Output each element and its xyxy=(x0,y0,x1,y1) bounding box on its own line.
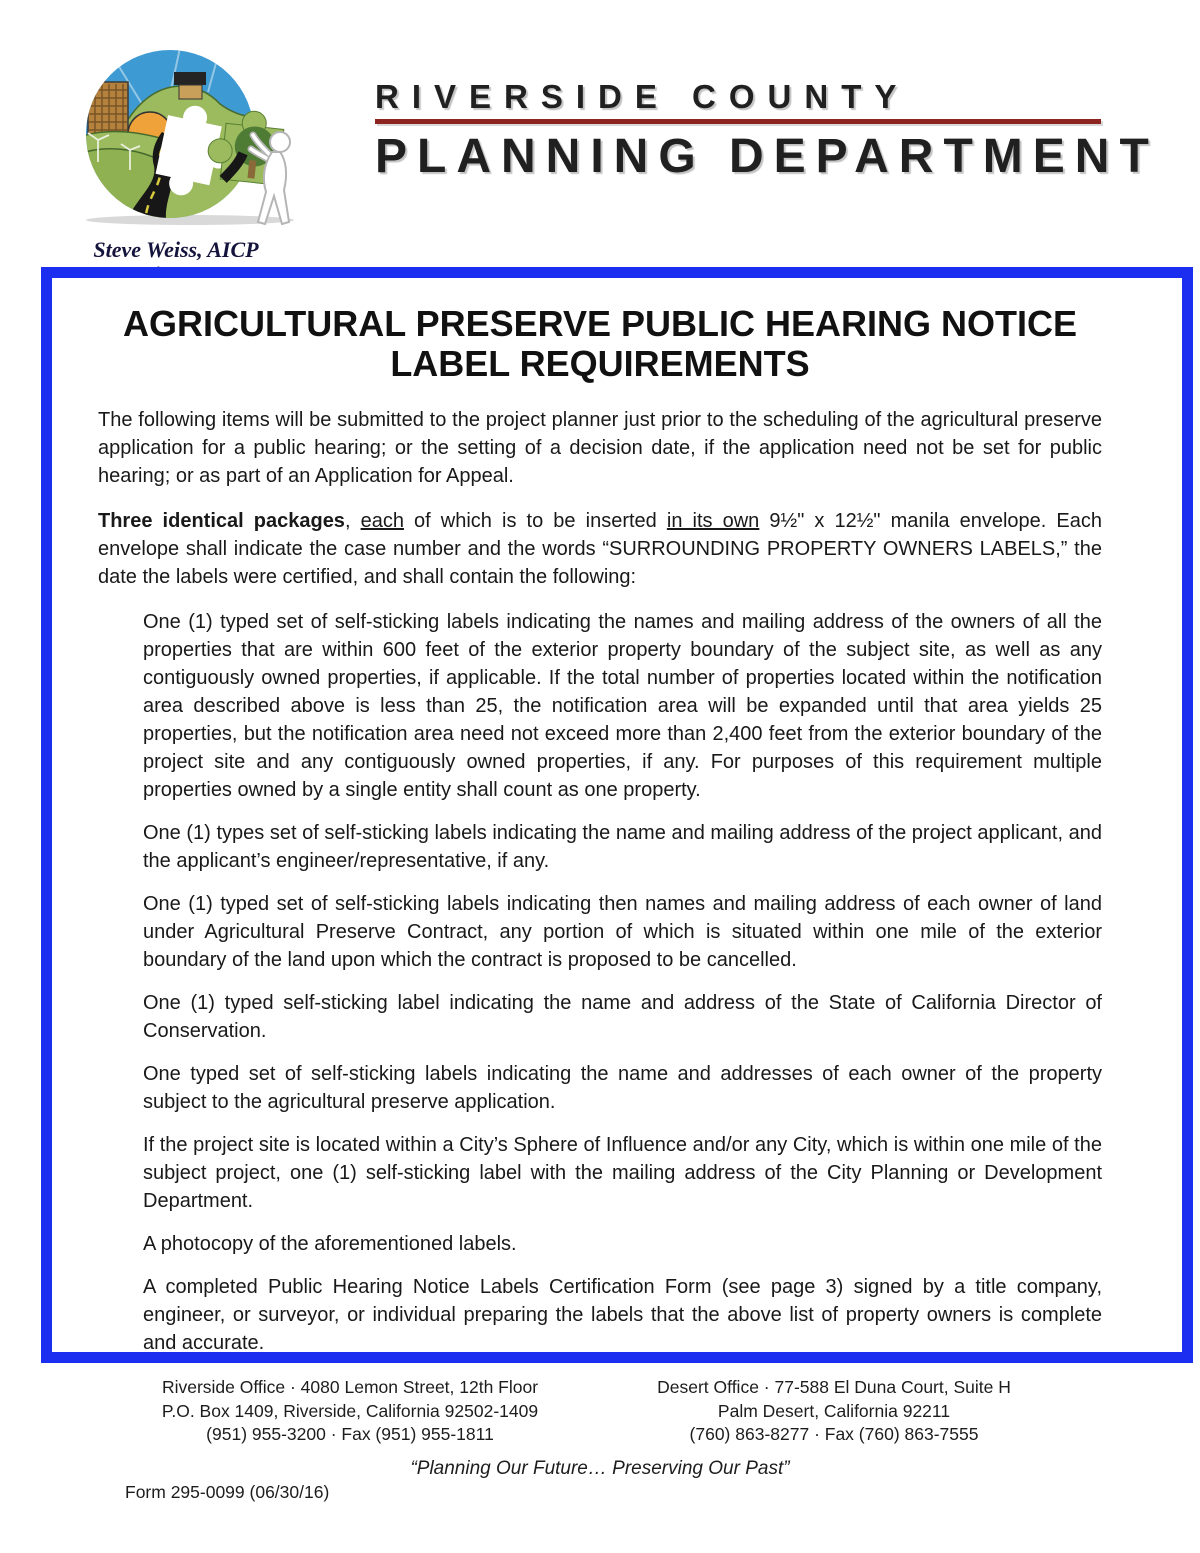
riverside-office-line1: Riverside Office · 4080 Lemon Street, 12th Floor xyxy=(161,1377,539,1397)
director-name: Steve Weiss, AICP xyxy=(93,237,259,262)
riverside-office-line3: (951) 955-3200 · Fax (951) 955-1811 xyxy=(206,1424,494,1444)
notice-title-line1: AGRICULTURAL PRESERVE PUBLIC HEARING NOTICE xyxy=(122,303,1078,344)
packages-paragraph xyxy=(98,507,1102,591)
riverside-office-line2: P.O. Box 1409, Riverside, California 92502-1409 xyxy=(161,1400,539,1421)
packages-mid: of which is to be inserted xyxy=(403,510,667,532)
requirement-item: A completed Public Hearing Notice Labels Certification Form (see page 3) signed by a title company, engineer, or surveyor, or individual preparing the labels that the above list of property owners is complete and accurate. xyxy=(143,1276,1102,1354)
intro-paragraph: The following items will be submitted to the project planner just prior to the scheduling of the agricultural preserve application for a public hearing; or the setting of a decision date, if the application need not be set for public hearing; or as part of an Application for Appeal. xyxy=(98,409,1102,487)
desert-office-address xyxy=(648,1376,1020,1447)
logo-image xyxy=(58,46,294,232)
packages-sep: , xyxy=(344,510,361,532)
requirement-item: If the project site is located within a City’s Sphere of Influence and/or any City, which is within one mile of the subject project, one (1) self-sticking label with the mailing address of the City Planning or Development Department. xyxy=(143,1134,1102,1212)
notice-box xyxy=(41,267,1193,1363)
requirement-item: One (1) typed set of self-sticking labels indicating the names and mailing address of the owners of all the properties that are within 600 feet of the exterior property boundary of the subject site, as well as any contiguously owned properties, if applicable. If the total number of properties located within the notification area described above is less than 25, the notification area will be expanded until that area yields 25 properties, but the notification area need not exceed more than 2,400 feet from the exterior boundary of the project site and any contiguously owned properties, if any. For purposes of this requirement multiple properties owned by a single entity shall count as one property. xyxy=(143,611,1102,801)
requirement-item: One (1) typed set of self-sticking labels indicating then names and mailing address of each owner of land under Agricultural Preserve Contract, any portion of which is situated within one mile of the exterior boundary of the land upon which the contract is proposed to be cancelled. xyxy=(143,893,1102,971)
requirement-item: One (1) types set of self-sticking labels indicating the name and mailing address of the project applicant, and the applicant’s engineer/representative, if any. xyxy=(143,822,1102,872)
riverside-office-address xyxy=(150,1376,550,1447)
planning-logo xyxy=(56,46,296,287)
notice-title xyxy=(98,304,1102,384)
requirement-item: A photocopy of the aforementioned labels. xyxy=(143,1233,517,1255)
requirement-item: One (1) typed self-sticking label indicating the name and address of the State of California Director of Conservation. xyxy=(143,992,1102,1042)
desert-office-line3: (760) 863-8277 · Fax (760) 863-7555 xyxy=(689,1424,979,1444)
red-divider xyxy=(375,119,1101,124)
packages-rest: 9½" x 12½" manila envelope. Each envelope shall indicate the case number and the words “SURROUNDING PROPERTY OWNERS LABELS,” the date the labels were certified, and shall contain the following: xyxy=(98,510,1102,588)
department-motto: “Planning Our Future… Preserving Our Past” xyxy=(410,1458,790,1479)
notice-title-line2: LABEL REQUIREMENTS xyxy=(390,343,810,384)
packages-underline-own: in its own xyxy=(666,510,760,532)
form-number: Form 295-0099 (06/30/16) xyxy=(125,1482,330,1502)
packages-bold-text: Three identical packages xyxy=(98,510,345,532)
requirement-item: One typed set of self-sticking labels indicating the name and addresses of each owner of the property subject to the agricultural preserve application. xyxy=(143,1063,1102,1113)
desert-office-line2: Palm Desert, California 92211 xyxy=(717,1400,951,1421)
desert-office-line1: Desert Office · 77-588 El Duna Court, Suite H xyxy=(657,1377,1011,1397)
packages-underline-each: each xyxy=(360,510,404,532)
department-title: PLANNING DEPARTMENT xyxy=(375,130,1159,183)
county-title: RIVERSIDE COUNTY xyxy=(375,78,910,115)
brand-header xyxy=(375,78,1159,184)
